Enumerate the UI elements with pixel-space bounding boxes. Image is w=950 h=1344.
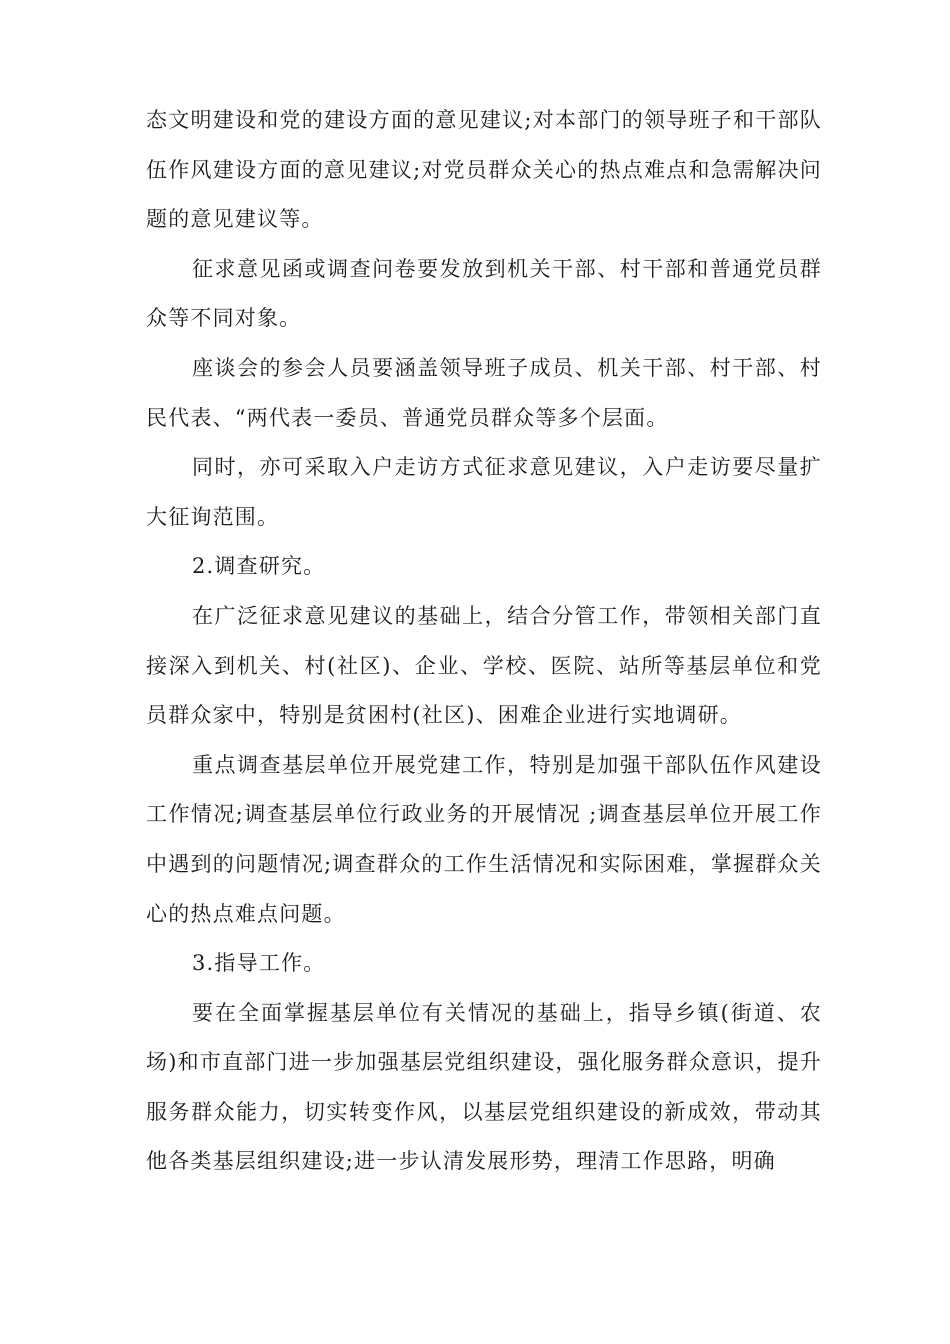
paragraph-continuation: 态文明建设和党的建设方面的意见建议;对本部门的领导班子和干部队伍作风建设方面的意见建议;对党员群众关心的热点难点和急需解决问题的意见建议等。 <box>146 108 822 232</box>
heading-guidance: 3.指导工作。 <box>192 951 326 976</box>
paragraph-key-investigation: 重点调查基层单位开展党建工作，特别是加强干部队伍作风建设工作情况;调查基层单位行政业务的开展情况 ;调查基层单位开展工作中遇到的问题情况;调查群众的工作生活情况和实际困难，掌握群众关心的热点难点问题。 <box>146 752 822 926</box>
paragraph-questionnaire: 征求意见函或调查问卷要发放到机关干部、村干部和普通党员群众等不同对象。 <box>146 256 822 331</box>
heading-research: 2.调查研究。 <box>192 554 326 579</box>
paragraph-home-visits: 同时，亦可采取入户走访方式征求意见建议，入户走访要尽量扩大征询范围。 <box>146 455 822 529</box>
paragraph-symposium: 座谈会的参会人员要涵盖领导班子成员、机关干部、村干部、村民代表、“两代表一委员、普通党员群众等多个层面。 <box>146 355 822 430</box>
paragraph-guidance: 要在全面掌握基层单位有关情况的基础上，指导乡镇(街道、农场)和市直部门进一步加强基层党组织建设，强化服务群众意识，提升服务群众能力，切实转变作风，以基层党组织建设的新成效，带动其他各类基层组织建设;进一步认清发展形势，理清工作思路，明确 <box>146 1000 822 1174</box>
paragraph-field-research: 在广泛征求意见建议的基础上，结合分管工作，带领相关部门直接深入到机关、村(社区)、企业、学校、医院、站所等基层单位和党员群众家中，特别是贫困村(社区)、困难企业进行实地调研。 <box>146 603 822 728</box>
document-body <box>146 96 822 1187</box>
